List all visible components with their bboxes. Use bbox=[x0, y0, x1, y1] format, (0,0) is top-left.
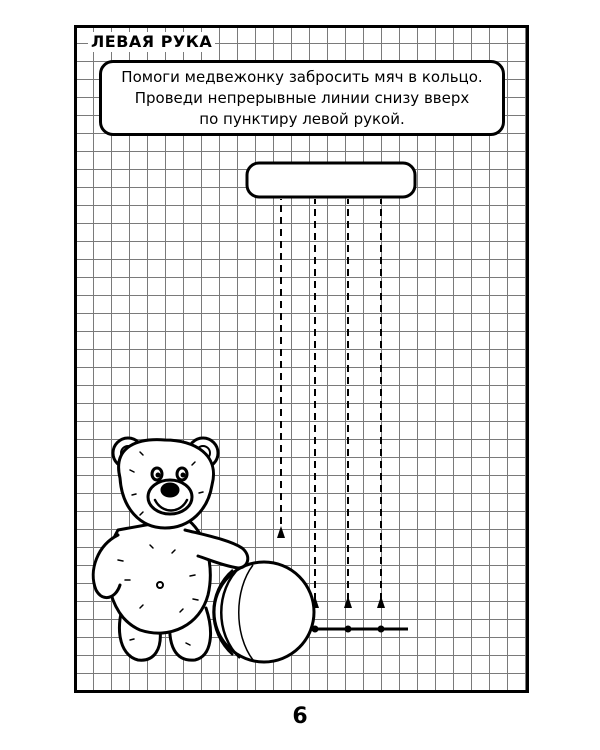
instruction-line-3: по пунктиру левой рукой. bbox=[199, 109, 405, 128]
arrow-up-icon bbox=[377, 596, 385, 608]
ball-icon bbox=[214, 562, 315, 662]
hoop-icon bbox=[247, 163, 415, 197]
page-heading: ЛЕВАЯ РУКА bbox=[88, 32, 215, 52]
tracing-lines bbox=[281, 199, 381, 600]
instruction-line-2: Проведи непрерывные линии снизу вверх bbox=[134, 88, 470, 107]
instruction-line-1: Помоги медвежонку забросить мяч в кольцо. bbox=[121, 67, 483, 86]
page-number: 6 bbox=[292, 704, 308, 729]
arrow-up-icon bbox=[344, 596, 352, 608]
arrow-up-icon bbox=[277, 526, 285, 538]
